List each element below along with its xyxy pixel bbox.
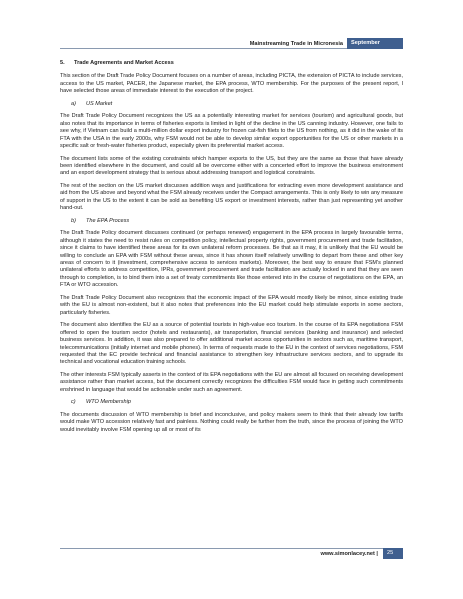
intro-paragraph: This section of the Draft Trade Policy Document focuses on a number of areas, including PICTA, the extension of PICTA to include services, access to the US market, PACER, the Japanese market, the EPA process, WTO membership. For the purposes of the present report, I have selected those areas of immediate interest to the execution of the project.	[60, 73, 403, 95]
subheading-letter: c)	[71, 399, 76, 406]
subheading-title: WTO Membership	[86, 399, 131, 406]
footer-url: www.simonlacey.net |	[60, 548, 383, 559]
page-footer	[60, 548, 403, 559]
page-number: 25	[383, 548, 403, 559]
subheading-letter: b)	[71, 217, 76, 224]
section-heading	[60, 60, 403, 67]
paragraph: The Draft Trade Policy Document recognizes the US as a potentially interesting market for services (tourism) and agricultural goods, but also notes that its importance in terms of fisheries exports is limited in light of the decline in the US canning industry. However, one fails to see why, if Vietnam can build a multi-million dollar export industry for frozen cat-fish filets to the US from nothing, as it did in the wake of its FTA with the USA in the early 2000s, why FSM would not be able to develop similar export opportunities for the US or other markets in a specific salt or fresh-water fisheries product, especially given its preferential market access.	[60, 113, 403, 150]
section-title: Trade Agreements and Market Access	[74, 60, 174, 66]
section-number: 5.	[60, 60, 65, 66]
header-date: September 2010	[347, 38, 403, 49]
subheading-epa-process	[71, 218, 403, 225]
header-title: Mainstreaming Trade in Micronesia	[60, 38, 347, 49]
paragraph: The documents discussion of WTO membership is brief and inconclusive, and policy makers seem to think that their already low tariffs would make WTO accession relatively fast and painless. Nothing could really be further from the truth, since the process of joining the WTO would inevitably involve FSM opening up all or most of its	[60, 411, 403, 433]
paragraph: The rest of the section on the US market discusses addition ways and justifications for extracting even more development assistance and aid from the US above and beyond what the FSM already receives under the Compact arrangements. This is only likely to win any measure of support in the US to the extent it can be sold as benefiting US export or investment interests, rather than just representing yet another hand-out.	[60, 183, 403, 212]
page-body	[60, 60, 403, 439]
paragraph: The document also identifies the EU as a source of potential tourists in high-value eco tourism. In the course of its EPA negotiations FSM offered to open the tourism sector (hotels and restaurants), air transportation, financial services (banking and insurance) and selected business services. In addition, it was also prepared to offer additional market access opportunities in sectors such as, maritime transport, telecommunications (initially internet and mobile phones). In terms of requests made to the EU in the context of services negotiations, FSM requested that the EC provide technical and financial assistance to strengthen key infrastructure services sectors, and to upgrade its technical and vocational education training schools.	[60, 322, 403, 366]
subheading-title: The EPA Process	[86, 217, 130, 224]
paragraph: The Draft Trade Policy Document also recognizes that the economic impact of the EPA would mostly likely be minor, since existing trade with the EU is almost non-existent, but it also notes that preferences into the EU market could help stimulate exports in some sectors, particularly fisheries.	[60, 294, 403, 316]
subheading-us-market	[71, 101, 403, 108]
paragraph: The Draft Trade Policy document discusses continued (or perhaps renewed) engagement in the EPA process in largely favourable terms, although it states the need to resist rules on competition policy, intellectual property rights, government procurement and trade facilitation, since it claims to have identified these areas for its own unilateral reform processes. Be that as it may, it is unlikely that the EU would be willing to conclude an EPA with FSM without these areas, since it has shown itself relatively unwilling to depart from these and other key areas of concern to it (investment, comprehensive access to services markets). Moreover, the best way to ensure that FSM's planned unilateral efforts to address competition, IPRs, government procurement and trade facilitation are actually locked in and that they are seen through to completion, is to bind them into a set of treaty commitments like those entered into in the course of negotiations on the EPA, an FTA or WTO accession.	[60, 230, 403, 289]
subheading-title: US Market	[86, 100, 113, 107]
subheading-letter: a)	[71, 100, 76, 107]
page-header	[60, 38, 403, 57]
paragraph: The document lists some of the existing constraints which hamper exports to the US, but they are the same as those that have already been identified elsewhere in the document, and could all be overcome either with a concerted effort to improve the business environment and an export development strategy that is serious about addressing transport and logistical constraints.	[60, 155, 403, 177]
subheading-wto-membership	[71, 399, 403, 406]
paragraph: The other interests FSM typically asserts in the context of its EPA negotiations with the EU are almost all focused on receiving development assistance rather than market access, but the document correctly recognizes the difficulties FSM would face in getting such commitments enshrined in language that would be actionable under such an agreement.	[60, 371, 403, 393]
